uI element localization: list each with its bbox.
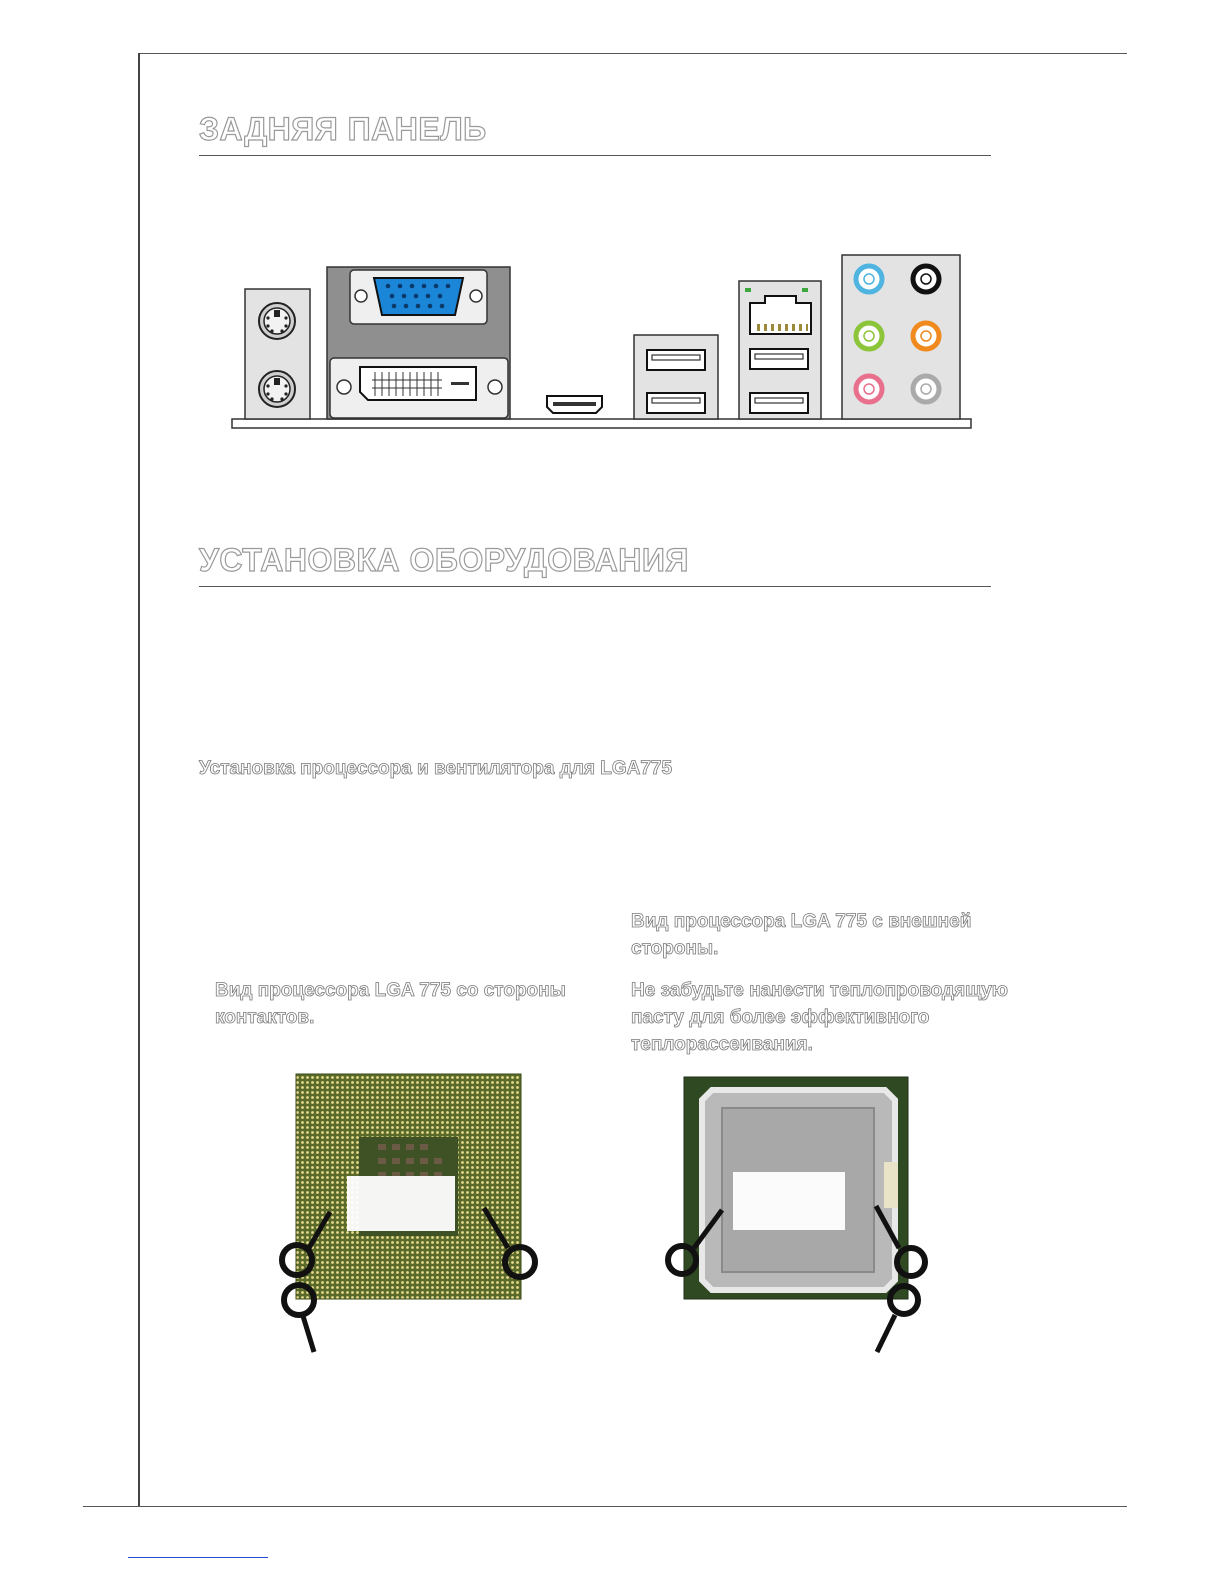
ps2-ports (245, 289, 310, 419)
cpu-install-subheading: Установка процессора и вентилятора для LGA775 (199, 758, 673, 779)
install-title: УСТАНОВКА ОБОРУДОВАНИЯ (199, 542, 689, 578)
audio-jack-icon (913, 376, 939, 402)
lan-usb-ports (739, 281, 821, 419)
install-title-rule (199, 586, 991, 587)
cpu-pins-photo (282, 1074, 535, 1352)
audio-jack-icon (856, 376, 882, 402)
usb-ports-1 (634, 335, 718, 419)
audio-jack-icon (856, 323, 882, 349)
caption-thermal-paste: Не забудьте нанести теплопроводящую пасту для более эффективного теплорассеивания. (631, 980, 1009, 1055)
usb-port-icon (647, 350, 705, 370)
audio-jacks (842, 255, 960, 419)
dvi-port-icon (330, 358, 508, 418)
ps2-port-icon (259, 303, 295, 339)
caption-top-side: Вид процессора LGA 775 с внешней стороны. (631, 911, 972, 959)
io-plate-base (232, 419, 971, 428)
hdmi-port-icon (547, 396, 602, 413)
back-panel-title: ЗАДНЯЯ ПАНЕЛЬ (199, 111, 487, 147)
usb-port-icon (750, 393, 808, 413)
audio-jack-icon (913, 266, 939, 292)
usb-port-icon (647, 393, 705, 413)
cpu-top-photo (668, 1077, 925, 1352)
ps2-port-icon (259, 371, 295, 407)
caption-pins-side: Вид процессора LGA 775 со стороны контактов. (215, 980, 566, 1028)
vga-port-icon (350, 270, 487, 324)
usb-port-icon (750, 349, 808, 369)
audio-jack-icon (856, 266, 882, 292)
video-ports (327, 267, 510, 419)
audio-jack-icon (913, 323, 939, 349)
